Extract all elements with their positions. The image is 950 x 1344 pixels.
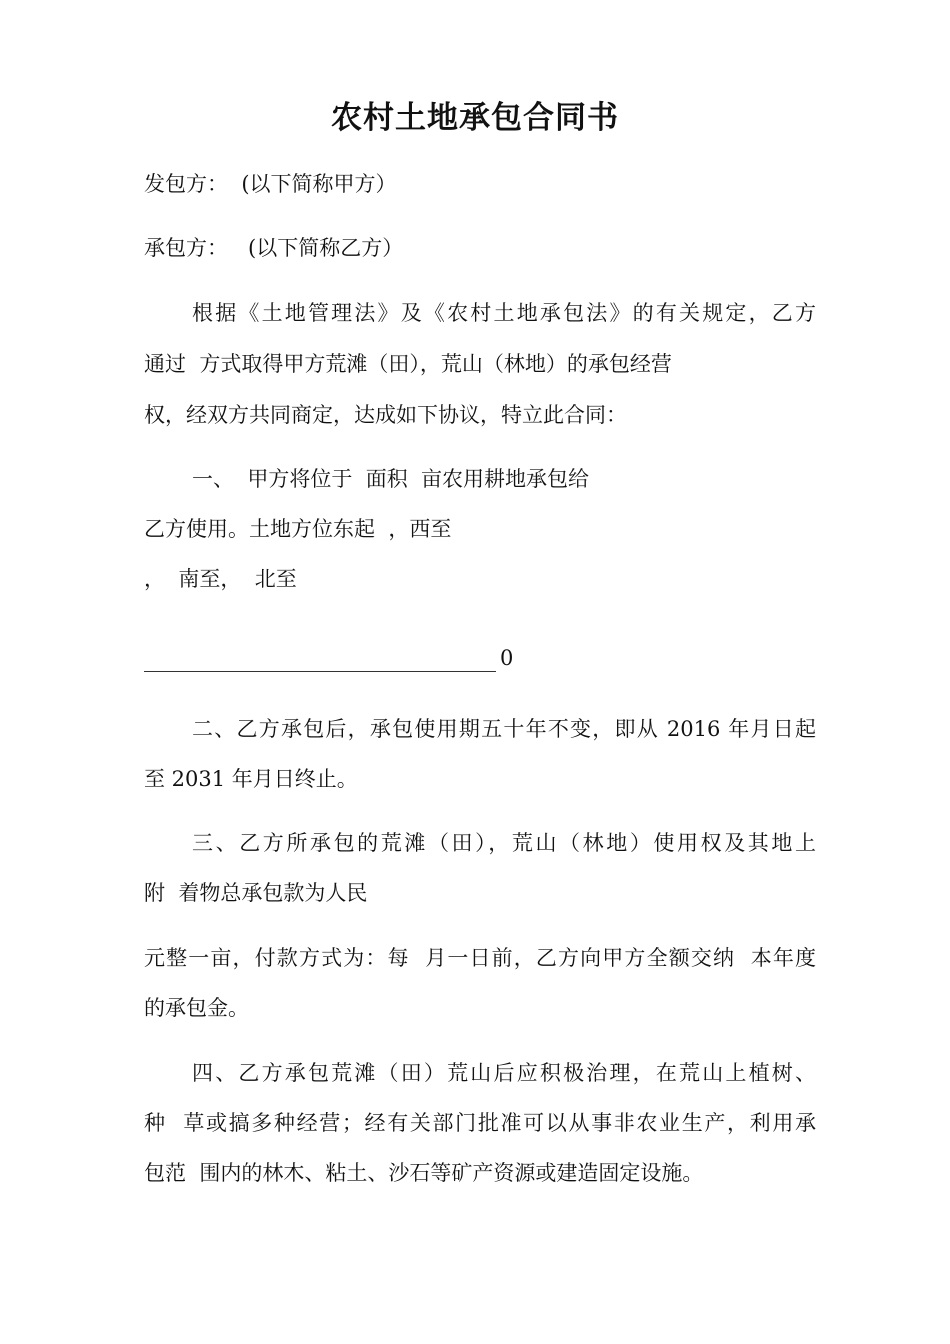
clause-1-line-1: 一、 甲方将位于 面积 亩农用耕地承包给 (192, 467, 590, 491)
preamble-line-1: 根据《土地管理法》及《农村土地承包法》的有关规定，乙方 (192, 301, 816, 325)
clause-4-line-3: 包范 围内的林木、粘土、沙石等矿产资源或建造固定设施。 (144, 1161, 704, 1185)
clause-1-line-3: ， 南至， 北至 (144, 567, 297, 591)
clause-4-line-2: 种 草或搞多种经营；经有关部门批准可以从事非农业生产，利用承 (144, 1111, 816, 1135)
clause-3-line-2: 附 着物总承包款为人民 (144, 881, 368, 905)
clause-4-line-1: 四、乙方承包荒滩（田）荒山后应积极治理，在荒山上植树、 (192, 1061, 816, 1085)
party-a-line: 发包方： (以下简称甲方） (144, 172, 397, 196)
blank-underline (144, 653, 496, 672)
document-title: 农村土地承包合同书 (331, 100, 619, 136)
blank-end-text: 0 (500, 646, 514, 670)
preamble-line-3: 权，经双方共同商定，达成如下协议，特立此合同： (144, 403, 627, 427)
clause-3-line-1: 三、乙方所承包的荒滩（田），荒山（林地）使用权及其地上 (192, 831, 816, 855)
clause-3-line-4: 的承包金。 (144, 996, 249, 1020)
preamble-line-2: 通过 方式取得甲方荒滩（田），荒山（林地）的承包经营 (144, 352, 672, 376)
blank-fill-row (144, 644, 513, 672)
clause-1-line-2: 乙方使用。土地方位东起 ，西至 (144, 517, 452, 541)
clause-2-line-1: 二、乙方承包后，承包使用期五十年不变，即从 2016 年月日起 (192, 717, 816, 741)
clause-2-line-2: 至 2031 年月日终止。 (144, 767, 358, 791)
clause-3-line-3: 元整一亩，付款方式为：每 月一日前，乙方向甲方全额交纳 本年度 (144, 946, 816, 970)
party-b-line: 承包方： (以下简称乙方） (144, 236, 404, 260)
